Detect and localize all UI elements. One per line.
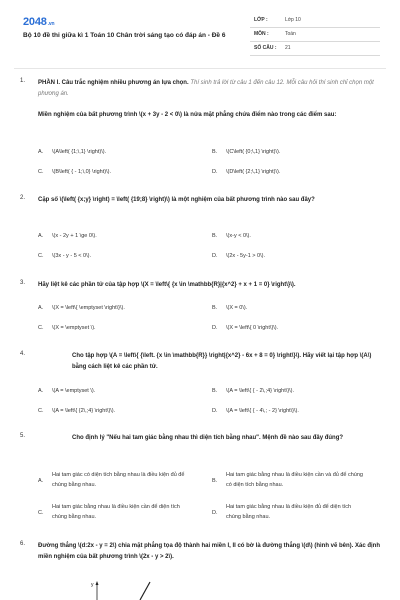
option-a[interactable]: A. \(A\left( {1;\,1} \right)\). — [38, 149, 107, 155]
coordinate-figure — [60, 578, 180, 600]
meta-key: SỐ CÂU : — [254, 45, 277, 51]
document-title: Bộ 10 đề thi giữa kì 1 Toán 10 Chân trời sáng tạo có đáp án - Đề 6 — [23, 32, 226, 39]
question-number: 6. — [20, 541, 26, 547]
option-c[interactable]: C. \(X = \emptyset \). — [38, 325, 96, 331]
option-d[interactable]: D. \(D\left( {2;\,1} \right)\). — [212, 169, 281, 175]
question-number: 3. — [20, 280, 26, 286]
question-text: Cặp số \(\left( {x;y} \right) = \left( {19;8} \right)\) là một nghiệm của bất phương trình nào sau đây? — [38, 197, 315, 203]
option-d[interactable]: D. \(2x - 5y-1 > 0\). — [212, 253, 265, 259]
line-d — [140, 582, 150, 600]
question-text: Cho tập hợp \(A = \left\{ {\left. {x \in \mathbb{R}} \right|{x^2} - 6x + 8 = 0} \right\}\). Hãy viết lại tập hợp \(A\) bằng cách liệt kê các phần tử. — [72, 353, 372, 370]
option-c[interactable]: C. \(A = \left\{ {2\,;4} \right\}\). — [38, 408, 116, 414]
question-text: Đường thẳng \(d:2x - y = 2\) chia mặt phẳng tọa độ thành hai miền I, II có bờ là đường thẳng \(d\) (hình vẽ bên). Xác định miền nghiệm của bất phương trình \(2x - y > 2\). — [38, 543, 380, 560]
question-3 — [20, 280, 390, 340]
y-axis-label: y — [91, 582, 94, 588]
meta-value: Toán — [285, 31, 296, 37]
question-text: PHẦN I. Câu trắc nghiệm nhiều phương án lựa chọn. Thí sinh trả lời từ câu 1 đến câu 12. Mỗi câu hỏi thí sinh chỉ chọn một phương án. — [38, 80, 374, 97]
site-logo[interactable]: 2048.vn — [23, 16, 55, 28]
option-d[interactable]: D. \(X = \left\{ 0 \right\}\). — [212, 325, 279, 331]
meta-value: Lớp 10 — [285, 17, 301, 23]
option-c[interactable]: C. \(B\left( { - 1;\,0} \right)\). — [38, 169, 111, 175]
question-number: 5. — [20, 433, 26, 439]
option-d[interactable]: D. \(A = \left\{ { - 4\,; - 2} \right\}\). — [212, 408, 299, 414]
meta-row-count — [250, 42, 380, 56]
option-a[interactable]: A. \(A = \emptyset \). — [38, 388, 96, 394]
meta-key: LỚP : — [254, 17, 268, 23]
option-c[interactable]: C. \(3x - y - 5 < 0\). — [38, 253, 91, 259]
document-meta — [250, 14, 380, 56]
question-number: 2. — [20, 195, 26, 201]
question-text: Cho định lý "Nếu hai tam giác bằng nhau thì diện tích bằng nhau". Mệnh đề nào sau đây đúng? — [72, 435, 344, 441]
question-1 — [20, 78, 390, 175]
divider — [14, 68, 386, 69]
question-hint: Thí sinh trả lời từ câu 1 đến câu 12. Mỗi câu hỏi thí sinh chỉ chọn một phương án. — [38, 80, 374, 97]
option-b[interactable]: B. \(C\left( {0;\,1} \right)\). — [212, 149, 281, 155]
question-6 — [20, 541, 390, 571]
question-2 — [20, 195, 390, 265]
meta-row-subject — [250, 28, 380, 42]
meta-value: 21 — [285, 45, 291, 51]
meta-key: MÔN : — [254, 31, 269, 37]
option-b[interactable]: B. \(A = \left\{ { - 2\,;4} \right\}\). — [212, 388, 295, 394]
question-text: Hãy liệt kê các phần tử của tập hợp \(X = \left\{ {x \in \mathbb{R}|{x^2} + x + 1 = 0} \right\}\). — [38, 282, 296, 288]
option-a[interactable]: A. \(x - 2y + 1 \ge 0\). — [38, 233, 97, 239]
question-number: 1. — [20, 78, 26, 84]
page-header — [0, 0, 400, 66]
y-axis-arrow — [96, 581, 99, 585]
question-number: 4. — [20, 351, 26, 357]
question-5: 5. Cho định lý "Nếu hai tam giác bằng nhau thì diện tích bằng nhau". Mệnh đề nào sau đây đúng? A. Hai tam giác có diện tích bằng nhau là điều kiện đủ để chúng bằng nhau. B. Hai tam giác bằng nhau là điều kiện cần và đủ để chúng có diện tích bằng nhau. C. Hai tam giác bằng nhau là điều kiện cần để diện tích chúng bằng nhau. D. Hai tam giác bằng nhau là điều kiện đủ để diện tích chúng bằng nhau. — [20, 433, 390, 533]
question-text-2: Miền nghiệm của bất phương trình \(x + 3y - 2 < 0\) là nửa mặt phẳng chứa điểm nào trong các điểm sau: — [38, 112, 337, 118]
option-b[interactable]: B. \(x-y < 0\). — [212, 233, 251, 239]
option-b[interactable]: B. \(X = 0\). — [212, 305, 248, 311]
option-a[interactable]: A. \(X = \left\{ \emptyset \right\}\). — [38, 305, 125, 311]
meta-row-class — [250, 14, 380, 28]
question-4 — [20, 351, 390, 421]
